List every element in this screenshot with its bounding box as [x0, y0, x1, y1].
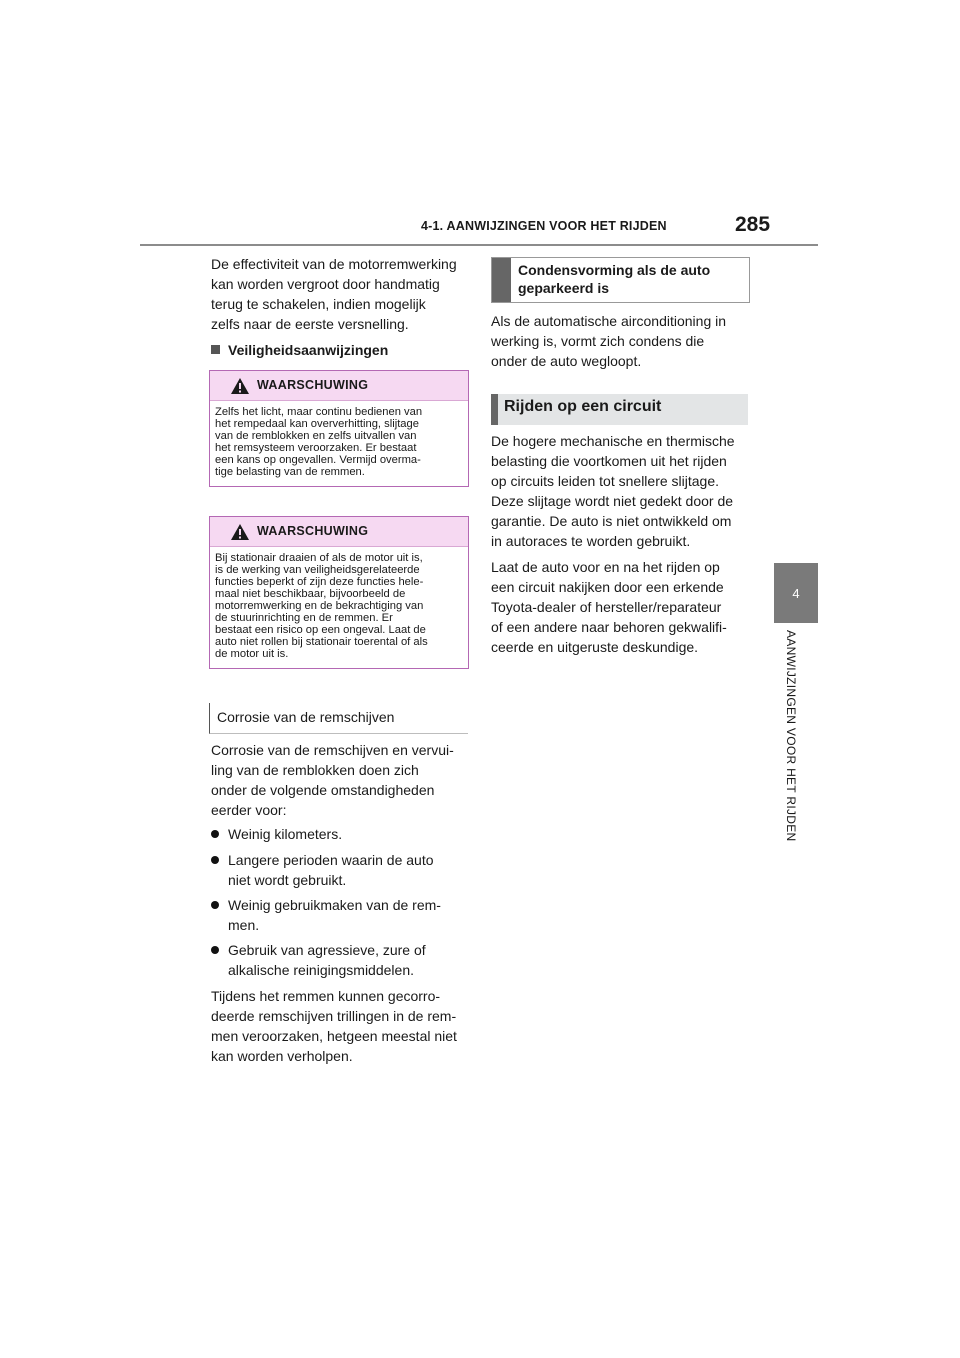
text-line: motorremwerking en de bekrachtiging van [215, 600, 424, 612]
text-line: alkalische reinigingsmiddelen. [228, 962, 414, 978]
circuit-heading [491, 394, 748, 425]
warning-text [210, 401, 468, 486]
text-line: ling van de remblokken doen zich [211, 762, 419, 778]
warning-header [210, 517, 468, 547]
corrosion-heading [209, 703, 468, 734]
inspection-paragraph [491, 557, 753, 657]
text-line: werking is, vormt zich condens die [491, 333, 705, 349]
text-line: Langere perioden waarin de auto [228, 852, 434, 868]
text-line: onder de volgende omstandigheden [211, 782, 435, 798]
text-line: Zelfs het licht, maar continu bedienen van [215, 406, 423, 418]
text-line: zelfs naar de eerste versnelling. [211, 316, 409, 332]
circuit-paragraph [491, 431, 753, 551]
warning-header [210, 371, 468, 401]
warning-triangle-icon [230, 377, 250, 395]
bullet-icon [211, 856, 219, 864]
heading-line: Condensvorming als de auto [518, 262, 711, 278]
closing-paragraph [211, 986, 473, 1066]
list-item [211, 895, 471, 935]
corrosion-paragraph [211, 740, 471, 820]
text-line: men. [228, 917, 260, 933]
text-line: niet wordt gebruikt. [228, 872, 347, 888]
text-line: het remsysteem veroorzaken. Er bestaat [215, 442, 417, 454]
text-line: ceerde en uitgeruste deskundige. [491, 639, 699, 655]
text-line: Gebruik van agressieve, zure of [228, 942, 426, 958]
text-line: de stuurinrichting en de remmen. Er [215, 612, 393, 624]
page-number: 285 [735, 213, 771, 236]
text-line: maal niet beschikbaar, bijvoorbeeld de [215, 588, 406, 600]
corrosion-heading-text: Corrosie van de remschijven [217, 709, 395, 725]
condensation-heading [491, 257, 750, 303]
text-line: eerder voor: [211, 802, 287, 818]
text-line: Deze slijtage wordt niet gedekt door de [491, 493, 734, 509]
bullet-icon [211, 901, 219, 909]
warning-box [209, 516, 469, 669]
text-line: functies beperkt of zijn deze functies hele- [215, 576, 424, 588]
text-line: belasting die voortkomen uit het rijden [491, 453, 727, 469]
circuit-heading-text: Rijden op een circuit [504, 398, 662, 415]
heading-line: geparkeerd is [518, 280, 610, 296]
text-line: auto niet rollen bij stationair toerental of als [215, 636, 428, 648]
warning-title: WAARSCHUWING [257, 378, 369, 392]
condensation-paragraph [491, 311, 753, 371]
text-line: Bij stationair draaien of als de motor uit is, [215, 552, 423, 564]
text-line: kan worden verholpen. [211, 1048, 353, 1064]
warning-text [210, 547, 468, 668]
text-line: een circuit nakijken door een erkende [491, 579, 724, 595]
section-title: 4-1. AANWIJZINGEN VOOR HET RIJDEN [421, 219, 667, 233]
text-line: garantie. De auto is niet ontwikkeld om [491, 513, 732, 529]
text-line: kan worden vergroot door handmatig [211, 276, 440, 292]
text-line: Als de automatische airconditioning in [491, 313, 727, 329]
list-item [211, 850, 471, 890]
safety-heading [211, 342, 388, 358]
text-line: Toyota-dealer of hersteller/reparateur [491, 599, 722, 615]
text-line: De hogere mechanische en thermische [491, 433, 735, 449]
text-line: De effectiviteit van de motorremwerking [211, 256, 457, 272]
text-line: Tijdens het remmen kunnen gecorro- [211, 988, 441, 1004]
text-line: of een andere naar behoren gekwalifi- [491, 619, 727, 635]
text-line: in autoraces te worden gebruikt. [491, 533, 691, 549]
chapter-number: 4 [792, 585, 800, 601]
text-line: op circuits leiden tot snellere slijtage. [491, 473, 720, 489]
text-line: van de remblokken en zelfs uitvallen van [215, 430, 417, 442]
square-bullet-icon [211, 345, 220, 354]
text-line: onder de auto wegloopt. [491, 353, 642, 369]
warning-triangle-icon [230, 523, 250, 541]
header-rule [140, 244, 818, 246]
text-line: bestaat een risico op een ongeval. Laat de [215, 624, 426, 636]
list-item [211, 824, 471, 844]
text-line: terug te schakelen, indien mogelijk [211, 296, 426, 312]
text-line: Corrosie van de remschijven en vervui- [211, 742, 454, 758]
text-line: Laat de auto voor en na het rijden op [491, 559, 720, 575]
safety-heading-text: Veiligheidsaanwijzingen [228, 342, 389, 358]
chapter-tab-label: AANWIJZINGEN VOOR HET RIJDEN [784, 630, 798, 842]
text-line: is de werking van veiligheidsgerelateerde [215, 564, 420, 576]
warning-box [209, 370, 469, 487]
chapter-tab [774, 563, 818, 623]
bullet-icon [211, 946, 219, 954]
text-line: men veroorzaken, hetgeen meestal niet [211, 1028, 457, 1044]
intro-paragraph [211, 254, 471, 334]
text-line: een kans op ongevallen. Vermijd overma- [215, 454, 421, 466]
heading-bar [491, 394, 498, 425]
heading-bar [492, 258, 511, 302]
text-line: het rempedaal kan oververhitting, slijtage [215, 418, 419, 430]
text-line: Weinig gebruikmaken van de rem- [228, 897, 441, 913]
text-line: tige belasting van de remmen. [215, 466, 365, 478]
bullet-icon [211, 830, 219, 838]
warning-title: WAARSCHUWING [257, 524, 369, 538]
list-item [211, 940, 471, 980]
text-line: Weinig kilometers. [228, 826, 343, 842]
text-line: deerde remschijven trillingen in de rem- [211, 1008, 457, 1024]
text-line: de motor uit is. [215, 648, 289, 660]
